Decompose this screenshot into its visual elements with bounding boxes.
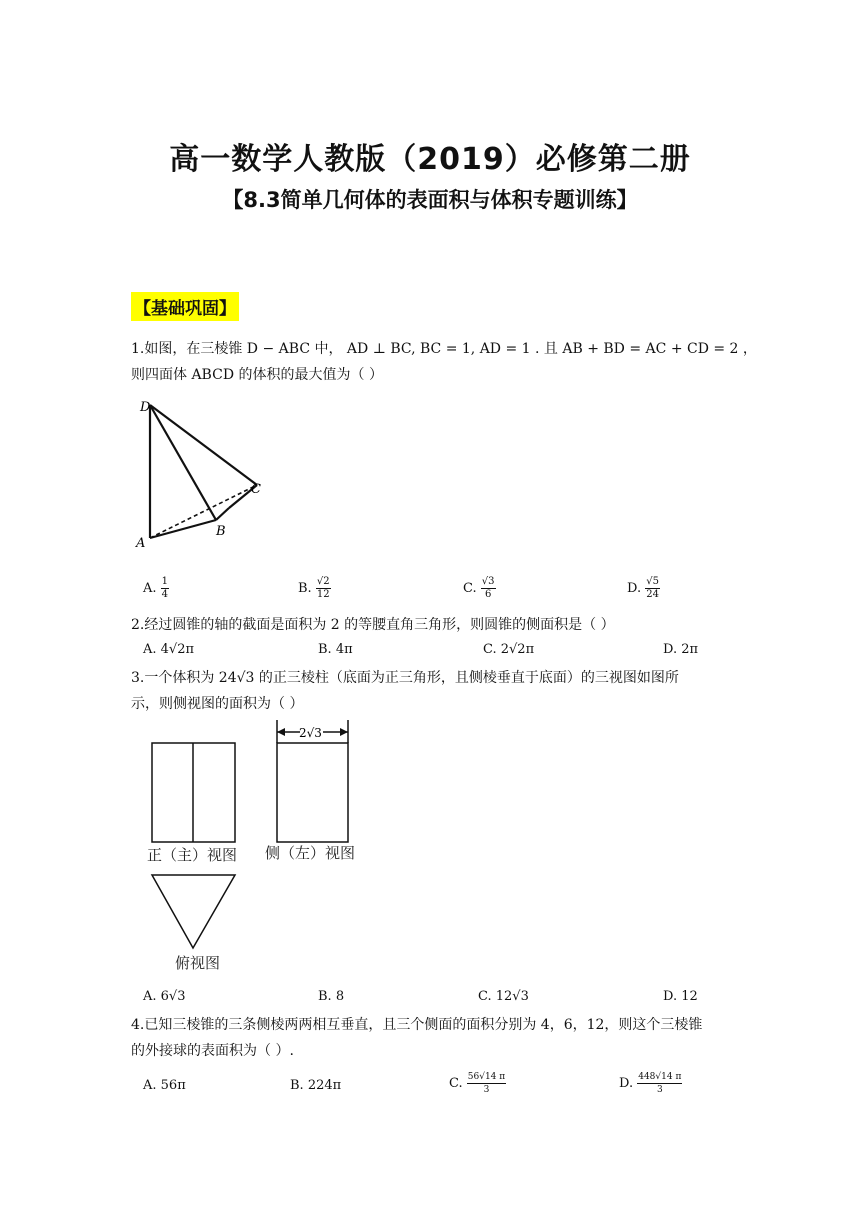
- dimension-arrow-left: [277, 728, 285, 736]
- vertex-label-d: D: [140, 400, 151, 415]
- vertex-label-b: B: [216, 524, 226, 539]
- q4-option-d[interactable]: [619, 1071, 682, 1096]
- option-letter: C.: [463, 581, 477, 596]
- q2-option-c[interactable]: C. 2√2π: [483, 642, 535, 657]
- option-letter: A.: [143, 581, 157, 596]
- q4-stem-line1: 4.已知三棱锥的三条侧棱两两相互垂直，且三个侧面的面积分别为 4，6，12，则这个三棱锥: [131, 1017, 703, 1033]
- dimension-label: 2√3: [299, 726, 322, 740]
- option-letter: D.: [619, 1076, 634, 1091]
- fraction: $\frac{56√14 \pi}{3}$: [467, 1072, 506, 1095]
- vertex-label-c: C: [251, 482, 261, 497]
- fraction: $\frac{1}{4}$: [161, 576, 169, 600]
- fraction: $\frac{√5}{24}$: [646, 576, 659, 600]
- q3-option-d[interactable]: D. 12: [663, 989, 698, 1004]
- q3-stem-line2: 示，则侧视图的面积为（ ）: [131, 696, 304, 712]
- q1-tetrahedron-figure: [132, 395, 272, 555]
- q3-stem-line1: 3.一个体积为 24√3 的正三棱柱（底面为正三角形，且侧棱垂直于底面）的三视图如图所: [131, 670, 679, 686]
- vertex-label-a: A: [136, 536, 146, 551]
- q2-stem: 2.经过圆锥的轴的截面是面积为 2 的等腰直角三角形，则圆锥的侧面积是（ ）: [131, 617, 615, 633]
- q2-option-d[interactable]: D. 2π: [663, 642, 699, 657]
- q4-option-b[interactable]: B. 224π: [290, 1078, 342, 1093]
- q4-stem-line2: 的外接球的表面积为（ ）.: [131, 1043, 294, 1059]
- q3-option-c[interactable]: C. 12√3: [478, 989, 529, 1004]
- side-view-caption: 侧（左）视图: [265, 844, 356, 862]
- q3-three-view-figure: [140, 716, 380, 981]
- q1-option-a[interactable]: [143, 576, 169, 601]
- q1-option-b[interactable]: [298, 576, 331, 601]
- fraction: $\frac{√3}{6}$: [481, 576, 495, 600]
- q3-option-a[interactable]: A. 6√3: [143, 989, 186, 1004]
- q4-option-c[interactable]: [449, 1071, 506, 1096]
- q3-option-b[interactable]: B. 8: [318, 989, 345, 1004]
- q1-stem-line2: 则四面体 ABCD 的体积的最大值为（ ）: [131, 367, 383, 383]
- option-letter: B.: [298, 581, 312, 596]
- document-subtitle: 【8.3简单几何体的表面积与体积专题训练】: [222, 188, 638, 212]
- front-view: [152, 743, 235, 842]
- q4-option-a[interactable]: A. 56π: [143, 1078, 186, 1093]
- top-view-caption: 俯视图: [175, 954, 221, 972]
- q1-stem-line1: 1.如图，在三棱锥 D − ABC 中， AD ⊥ BC, BC = 1, AD = 1 . 且 AB + BD = AC + CD = 2 ，: [131, 341, 757, 357]
- q1-option-d[interactable]: [627, 576, 660, 601]
- document-title: 高一数学人教版（2019）必修第二册: [169, 142, 691, 177]
- top-view: [152, 875, 235, 948]
- q1-option-c[interactable]: [463, 576, 496, 601]
- front-view-caption: 正（主）视图: [147, 846, 238, 864]
- section-heading: 【基础巩固】: [131, 292, 239, 321]
- q2-option-b[interactable]: B. 4π: [318, 642, 353, 657]
- option-letter: D.: [627, 581, 642, 596]
- fraction: $\frac{√2}{12}$: [316, 576, 330, 600]
- option-letter: C.: [449, 1076, 463, 1091]
- fraction: $\frac{448√14 \pi}{3}$: [638, 1072, 682, 1095]
- q2-option-a[interactable]: A. 4√2π: [143, 642, 195, 657]
- dimension-arrow-right: [340, 728, 348, 736]
